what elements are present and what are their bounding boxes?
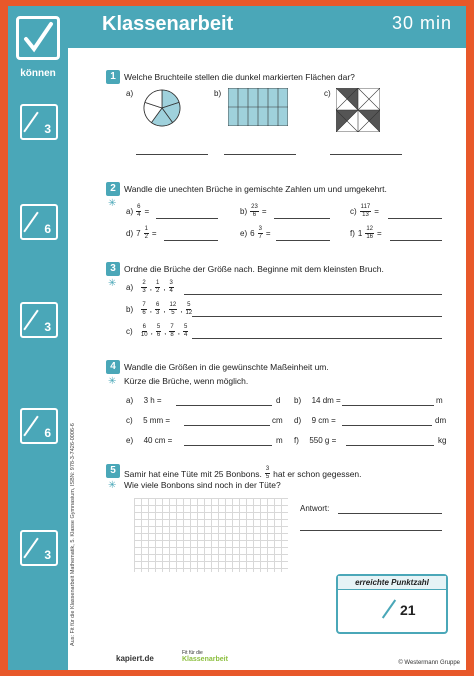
task-5-text-2: Wie viele Bonbons sind noch in der Tüte?: [124, 480, 281, 490]
page-title: Klassenarbeit: [102, 13, 234, 35]
task-1c-label: c): [324, 89, 331, 98]
answer-line-4e[interactable]: [184, 445, 272, 446]
task-4f-unit: kg: [438, 436, 447, 445]
task-3-text: Ordne die Brüche der Größe nach. Beginne mit dem kleinsten Bruch.: [124, 264, 384, 274]
worksheet: [8, 6, 466, 670]
task-number-5: 5: [106, 464, 120, 478]
task-4e: e) 40 cm =: [126, 436, 173, 445]
task-4d: d) 9 cm =: [294, 416, 336, 425]
task-4b: b) 14 dm =: [294, 396, 341, 405]
task-number-4: 4: [106, 360, 120, 374]
task-2a: a) $\frac{6}{4}$ =: [126, 204, 150, 218]
calculation-grid[interactable]: [134, 498, 288, 572]
rectangle-figure: [228, 88, 288, 126]
star-icon: ✳: [108, 278, 117, 289]
task-2b: b) $\frac{23}{6}$ =: [240, 204, 267, 218]
task-2-text: Wandle die unechten Brüche in gemischte Zahlen um und umgekehrt.: [124, 184, 387, 194]
answer-line-2b[interactable]: [274, 218, 330, 219]
answer-line-2c[interactable]: [388, 218, 442, 219]
star-icon: ✳: [108, 198, 117, 209]
task-1-text: Welche Bruchteile stellen die dunkel markierten Flächen dar?: [124, 72, 355, 82]
task-1b-label: b): [214, 89, 222, 98]
score-box-5: 3: [20, 530, 58, 566]
header: [68, 6, 466, 48]
task-4-text-2: Kürze die Brüche, wenn möglich.: [124, 376, 249, 386]
kapiert-logo: kapiert.de: [116, 654, 154, 663]
answer-line-4b[interactable]: [342, 405, 434, 406]
answer-line-5b[interactable]: [300, 530, 442, 531]
points-label: erreichte Punktzahl: [338, 576, 446, 590]
answer-line-1a[interactable]: [136, 154, 208, 155]
answer-line-5a[interactable]: [338, 513, 442, 514]
task-4d-unit: dm: [435, 416, 447, 425]
score-box-4: 6: [20, 408, 58, 444]
task-4c: c) 5 mm =: [126, 416, 171, 425]
answer-line-4a[interactable]: [176, 405, 272, 406]
star-icon: ✳: [108, 376, 117, 387]
task-4b-unit: m: [436, 396, 443, 405]
task-1a-label: a): [126, 89, 134, 98]
task-5-text-1: Samir hat eine Tüte mit 25 Bonbons. $\frac{3}{5}$ hat er schon gegessen.: [124, 466, 362, 480]
sidebar-label: können: [20, 68, 56, 79]
answer-line-3a[interactable]: [184, 294, 442, 295]
task-4-text-1: Wandle die Größen in die gewünschte Maßeinheit um.: [124, 362, 329, 372]
answer-line-3c[interactable]: [192, 338, 442, 339]
task-number-3: 3: [106, 262, 120, 276]
answer-line-1b[interactable]: [224, 154, 296, 155]
task-2c: c) $\frac{117}{13}$ =: [350, 204, 379, 218]
content: [80, 48, 466, 670]
answer-line-1c[interactable]: [330, 154, 402, 155]
score-box-1: 3: [20, 104, 58, 140]
task-2f: f) 1 $\frac{12}{16}$ =: [350, 226, 382, 240]
task-4a: a) 3 h =: [126, 396, 162, 405]
sidebar: [8, 6, 68, 670]
answer-line-4d[interactable]: [342, 425, 432, 426]
points-box: [336, 574, 448, 634]
task-2d: d) 7 $\frac{1}{2}$ =: [126, 226, 157, 240]
task-4c-unit: cm: [272, 416, 283, 425]
fit-logo-big: Klassenarbeit: [182, 656, 228, 663]
answer-line-2f[interactable]: [390, 240, 442, 241]
answer-line-4f[interactable]: [346, 445, 434, 446]
task-number-2: 2: [106, 182, 120, 196]
answer-line-2a[interactable]: [156, 218, 218, 219]
checkmark-icon: [16, 16, 60, 60]
spine: [68, 6, 80, 670]
answer-line-2d[interactable]: [164, 240, 218, 241]
answer-label: Antwort:: [300, 504, 330, 513]
score-box-3: 3: [20, 302, 58, 338]
square-figure: [336, 88, 380, 132]
pie-figure: [142, 88, 182, 128]
task-number-1: 1: [106, 70, 120, 84]
task-4e-unit: m: [276, 436, 283, 445]
spine-text: Aus: Fit für die Klassenarbeit Mathematik, 5. Klasse Gymnasium, ISBN: 978-3-7426-0006-6: [70, 423, 76, 646]
slash-divider: [382, 599, 396, 618]
answer-line-3b[interactable]: [192, 316, 442, 317]
answer-line-4c[interactable]: [184, 425, 270, 426]
task-2e: e) 6 $\frac{3}{7}$ =: [240, 226, 271, 240]
fit-logo-small: Fit für die: [182, 650, 203, 656]
score-box-2: 6: [20, 204, 58, 240]
task-4a-unit: d: [276, 396, 281, 405]
copyright: © Westermann Gruppe: [398, 660, 460, 666]
star-icon: ✳: [108, 480, 117, 491]
task-3b: b) $\frac{7}{6}$ , $\frac{6}{3}$ , $\frac{12}{5}$ , $\frac{5}{12}$: [126, 302, 193, 316]
task-4f: f) 550 g =: [294, 436, 337, 445]
points-total: 21: [400, 602, 416, 618]
task-3c: c) $\frac{6}{10}$ , $\frac{5}{6}$ , $\frac{7}{8}$ , $\frac{5}{4}$: [126, 324, 188, 338]
answer-line-2e[interactable]: [276, 240, 330, 241]
time-label: 30 min: [391, 13, 452, 33]
task-3a: a) $\frac{2}{3}$ , $\frac{1}{2}$ , $\frac{3}{4}$: [126, 280, 173, 294]
